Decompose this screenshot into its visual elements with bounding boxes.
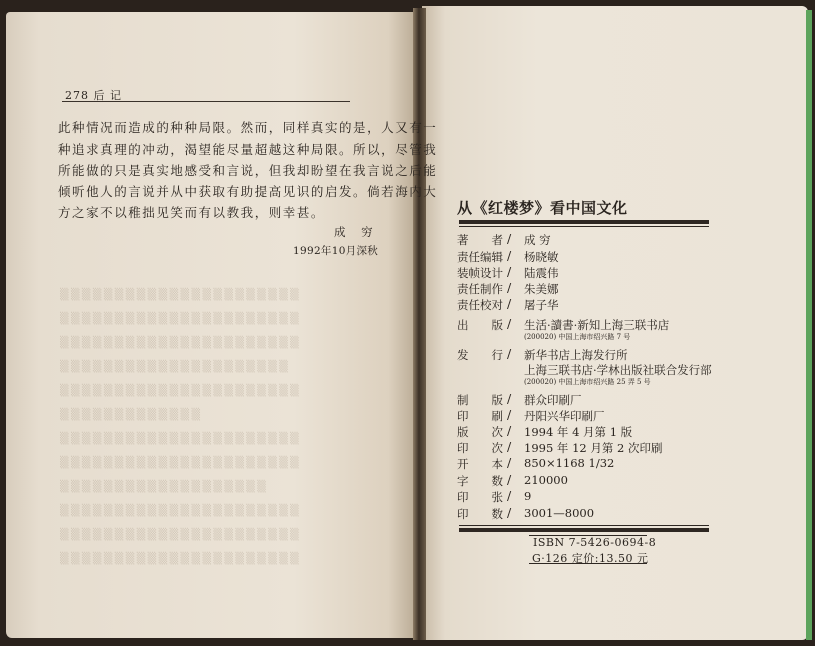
separator-slash: / (507, 488, 512, 503)
separator-slash: / (507, 280, 512, 295)
colophon-label-char: 对 (491, 298, 503, 312)
show-through-text: ▒▒▒▒▒▒▒▒▒▒▒▒▒▒▒▒▒▒▒▒▒▒ (60, 552, 302, 565)
body-text-line: 此种情况而造成的种种局限。然而，同样真实的是，人又有一 (58, 120, 438, 135)
author-signature: 成 穷 (334, 225, 379, 239)
bottom-rule (459, 528, 709, 532)
separator-slash: / (507, 231, 512, 246)
cover-edge (806, 10, 812, 640)
separator-slash: / (507, 391, 512, 406)
colophon-label-char: 版 (491, 318, 503, 332)
separator-slash: / (507, 407, 512, 422)
colophon-label-char: 作 (491, 282, 503, 296)
colophon-label-char: 者 (491, 233, 503, 247)
title-rule-thin (459, 226, 709, 227)
colophon-label (457, 506, 503, 522)
colophon-label-char: 著 (457, 233, 469, 247)
body-text-line: 所能做的只是真实地感受和言说，但我却盼望在我言说之后能 (58, 163, 438, 178)
colophon-label-char: 计 (491, 266, 503, 280)
colophon-value: 杨晓敏 (524, 250, 559, 264)
show-through-text: ▒▒▒▒▒▒▒▒▒▒▒▒▒▒▒▒▒▒▒ (60, 480, 269, 493)
colophon-value: 1995 年 12 月第 2 次印刷 (524, 441, 663, 455)
colophon-label-char: 任 (468, 282, 480, 296)
colophon-label (457, 297, 503, 313)
show-through-text: ▒▒▒▒▒▒▒▒▒▒▒▒▒▒▒▒▒▒▒▒▒▒ (60, 432, 302, 445)
separator-slash: / (507, 472, 512, 487)
colophon-label-char: 印 (457, 441, 469, 455)
colophon-label-char: 刷 (491, 409, 503, 423)
body-text-line: 方之家不以稚拙见笑而有以教我，则幸甚。 (58, 205, 325, 220)
colophon-label-char: 制 (480, 282, 492, 296)
colophon-label (457, 281, 503, 297)
colophon-value: 210000 (524, 473, 568, 487)
colophon-label (457, 424, 503, 440)
separator-slash: / (507, 346, 512, 361)
colophon-value: 1994 年 4 月第 1 版 (524, 425, 633, 439)
separator-slash: / (507, 455, 512, 470)
price-line: G·126 定价:13.50 元 (532, 552, 649, 565)
colophon-value: 850×1168 1/32 (524, 456, 615, 470)
colophon-label (457, 440, 503, 456)
colophon-value: 丹阳兴华印刷厂 (524, 409, 605, 423)
colophon-address: (200020) 中国上海市绍兴路 7 号 (524, 333, 631, 341)
colophon-label-char: 责 (457, 282, 469, 296)
colophon-address: (200020) 中国上海市绍兴路 25 弄 5 号 (524, 378, 651, 386)
colophon-label (457, 232, 503, 248)
colophon-value: 朱美娜 (524, 282, 559, 296)
colophon-label (457, 473, 503, 489)
colophon-label (457, 347, 503, 363)
running-head: 278 后 记 (65, 89, 122, 102)
colophon-label (457, 489, 503, 505)
colophon-label-char: 校 (480, 298, 492, 312)
colophon-label-char: 设 (480, 266, 492, 280)
show-through-text: ▒▒▒▒▒▒▒▒▒▒▒▒▒▒▒▒▒▒▒▒▒▒ (60, 288, 302, 301)
colophon-label-char: 印 (457, 409, 469, 423)
show-through-text: ▒▒▒▒▒▒▒▒▒▒▒▒▒▒▒▒▒▒▒▒▒▒ (60, 384, 302, 397)
colophon-label-char: 字 (457, 474, 469, 488)
separator-slash: / (507, 439, 512, 454)
colophon-label-char: 行 (491, 348, 503, 362)
isbn-number: ISBN 7-5426-0694-8 (533, 536, 657, 549)
book-title: 从《红楼梦》看中国文化 (457, 199, 628, 217)
show-through-text: ▒▒▒▒▒▒▒▒▒▒▒▒▒▒▒▒▒▒▒▒▒▒ (60, 504, 302, 517)
separator-slash: / (507, 248, 512, 263)
colophon-value-secondary: 上海三联书店·学林出版社联合发行部 (524, 363, 712, 377)
colophon-label-char: 装 (457, 266, 469, 280)
colophon-label (457, 249, 503, 265)
title-rule (459, 220, 709, 224)
colophon-label (457, 392, 503, 408)
colophon-label (457, 265, 503, 281)
colophon-value: 屠子华 (524, 298, 559, 312)
colophon-label-char: 编 (480, 250, 492, 264)
show-through-text: ▒▒▒▒▒▒▒▒▒▒▒▒▒▒▒▒▒▒▒▒▒▒ (60, 336, 302, 349)
header-rule (62, 101, 350, 102)
colophon-value: 成 穷 (524, 233, 551, 247)
show-through-text: ▒▒▒▒▒▒▒▒▒▒▒▒▒▒▒▒▒▒▒▒▒ (60, 360, 291, 373)
show-through-text: ▒▒▒▒▒▒▒▒▒▒▒▒▒▒▒▒▒▒▒▒▒▒ (60, 456, 302, 469)
colophon-label-char: 本 (491, 457, 503, 471)
colophon-label-char: 次 (491, 425, 503, 439)
separator-slash: / (507, 296, 512, 311)
colophon-label-char: 任 (468, 250, 480, 264)
colophon-label-char: 版 (457, 425, 469, 439)
colophon-value: 9 (524, 489, 532, 503)
book-gutter (413, 8, 426, 640)
separator-slash: / (507, 423, 512, 438)
colophon-value: 新华书店上海发行所 (524, 348, 628, 362)
colophon-label (457, 408, 503, 424)
separator-slash: / (507, 264, 512, 279)
colophon-label-char: 责 (457, 298, 469, 312)
colophon-label-char: 数 (491, 474, 503, 488)
colophon-label-char: 印 (457, 490, 469, 504)
colophon-value: 群众印刷厂 (524, 393, 582, 407)
show-through-text: ▒▒▒▒▒▒▒▒▒▒▒▒▒▒▒▒▒▒▒▒▒▒ (60, 312, 302, 325)
colophon-label-char: 责 (457, 250, 469, 264)
bottom-rule-thin (459, 525, 709, 526)
colophon-label-char: 开 (457, 457, 469, 471)
separator-slash: / (507, 316, 512, 331)
body-text-line: 种追求真理的冲动，渴望能尽量超越这种局限。所以，尽管我 (58, 142, 438, 157)
colophon-label-char: 出 (457, 318, 469, 332)
colophon-label-char: 版 (491, 393, 503, 407)
colophon-label-char: 印 (457, 507, 469, 521)
colophon-label (457, 456, 503, 472)
colophon-value: 生活·讀書·新知上海三联书店 (524, 318, 670, 332)
show-through-text: ▒▒▒▒▒▒▒▒▒▒▒▒▒▒▒▒▒▒▒▒▒▒ (60, 528, 302, 541)
colophon-label-char: 任 (468, 298, 480, 312)
colophon-label-char: 帧 (468, 266, 480, 280)
separator-slash: / (507, 505, 512, 520)
colophon-value: 3001—8000 (524, 506, 595, 520)
body-text-line: 倾听他人的言说并从中获取有助提高见识的启发。倘若海内大 (58, 184, 438, 199)
colophon-label-char: 张 (491, 490, 503, 504)
left-page (6, 12, 417, 638)
colophon-label (457, 317, 503, 333)
colophon-label-char: 制 (457, 393, 469, 407)
colophon-label-char: 次 (491, 441, 503, 455)
show-through-text: ▒▒▒▒▒▒▒▒▒▒▒▒▒ (60, 408, 203, 421)
colophon-label-char: 数 (491, 507, 503, 521)
signature-date: 1992年10月深秋 (293, 245, 379, 257)
colophon-label-char: 辑 (491, 250, 503, 264)
colophon-label-char: 发 (457, 348, 469, 362)
colophon-value: 陆震伟 (524, 266, 559, 280)
